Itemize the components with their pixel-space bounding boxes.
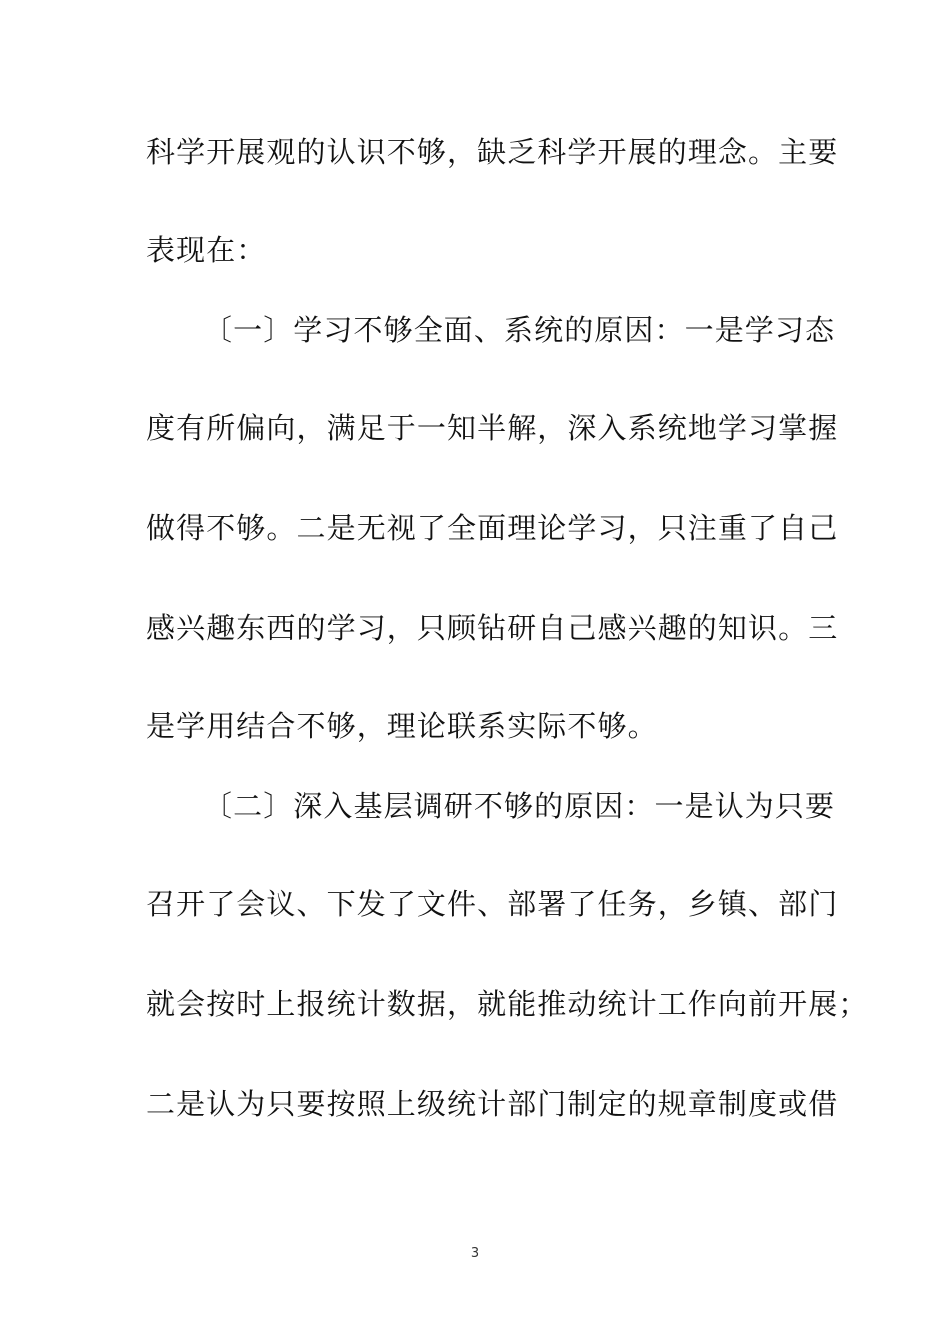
paragraph-1-first-line: 〔一〕学习不够全面、系统的原因：一是学习态 [203,313,836,347]
text-line-5: 做得不够。二是无视了全面理论学习，只注重了自己 [146,511,839,545]
text-line-7: 是学用结合不够，理论联系实际不够。 [146,709,658,743]
page-number: 3 [470,1246,480,1261]
text-line-4: 度有所偏向，满足于一知半解，深入系统地学习掌握 [146,411,839,445]
text-line-9: 召开了会议、下发了文件、部署了任务，乡镇、部门 [146,887,839,921]
text-line-11: 二是认为只要按照上级统计部门制定的规章制度或借 [146,1087,839,1121]
text-line-1: 科学开展观的认识不够，缺乏科学开展的理念。主要 [146,135,839,169]
text-line-6: 感兴趣东西的学习，只顾钻研自己感兴趣的知识。三 [146,611,839,645]
text-line-2: 表现在： [146,233,267,267]
paragraph-2-first-line: 〔二〕深入基层调研不够的原因：一是认为只要 [203,789,836,823]
text-line-10: 就会按时上报统计数据，就能推动统计工作向前开展； [146,987,869,1021]
